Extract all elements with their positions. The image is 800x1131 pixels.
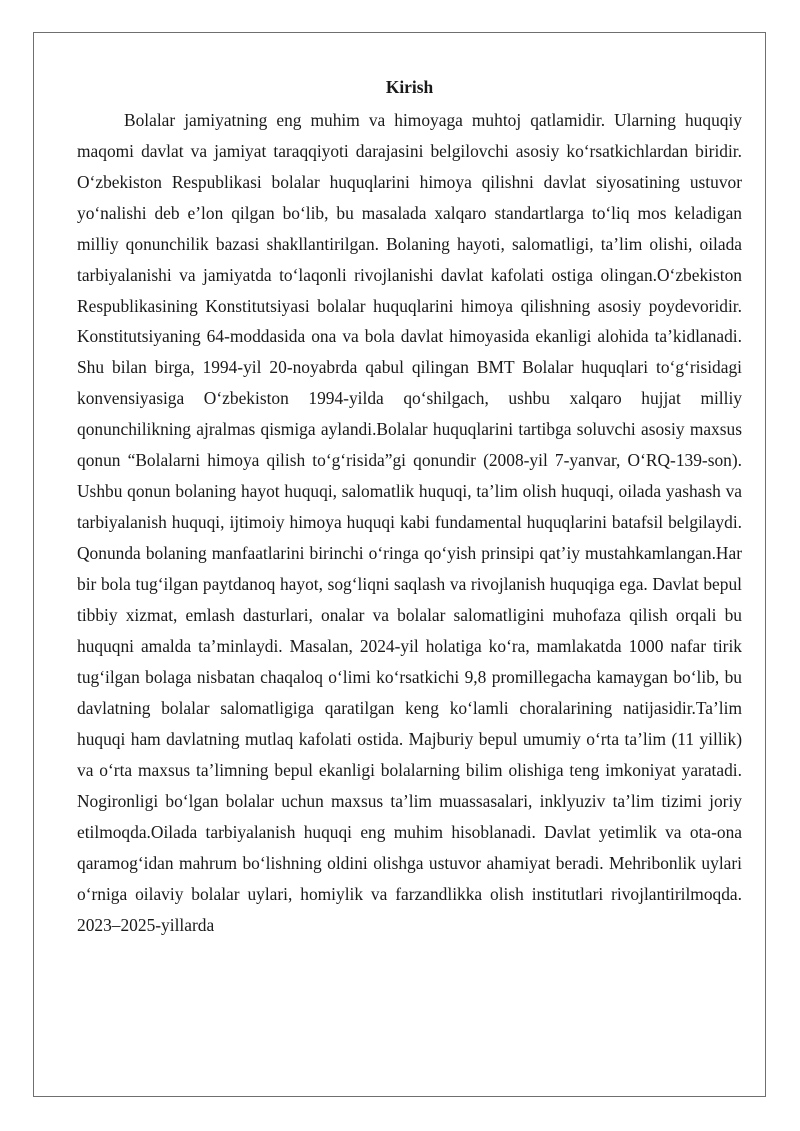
document-paragraph: Bolalar jamiyatning eng muhim va himoyaga muhtoj qatlamidir. Ularning huquqiy maqomi davlat va jamiyat taraqqiyoti darajasini belgilovchi asosiy koʻrsatkichlardan biridir. Oʻzbekiston Respublikasi bolalar huquqlarini himoya qilishni davlat siyosatining ustuvor yoʻnalishi deb eʼlon qilgan boʻlib, bu masalada xalqaro standartlarga toʻliq mos keladigan milliy qonunchilik bazasi shakllantirilgan. Bolaning hayoti, salomatligi, taʼlim olishi, oilada tarbiyalanishi va jamiyatda toʻlaqonli rivojlanishi davlat kafolati ostiga olingan.Oʻzbekiston Respublikasining Konstitutsiyasi bolalar huquqlarini himoya qilishning asosiy poydevoridir. Konstitutsiyaning 64-moddasida ona va bola davlat himoyasida ekanligi alohida taʼkidlanadi. Shu bilan birga, 1994-yil 20-noyabrda qabul qilingan BMT Bolalar huquqlari toʻgʻrisidagi konvensiyasiga Oʻzbekiston 1994-yilda qoʻshilgach, ushbu xalqaro hujjat milliy qonunchilikning ajralmas qismiga aylandi.Bolalar huquqlarini tartibga soluvchi asosiy maxsus qonun “Bolalarni himoya qilish toʻgʻrisida”gi qonundir (2008-yil 7-yanvar, OʻRQ-139-son). Ushbu qonun bolaning hayot huquqi, salomatlik huquqi, taʼlim olish huquqi, oilada yashash va tarbiyalanish huquqi, ijtimoiy himoya huquqi kabi fundamental huquqlarini batafsil belgilaydi. Qonunda bolaning manfaatlarini birinchi oʻringa qoʻyish prinsipi qatʼiy mustahkamlangan.Har bir bola tugʻilgan paytdanoq hayot, sogʻliqni saqlash va rivojlanish huquqiga ega. Davlat bepul tibbiy xizmat, emlash dasturlari, onalar va bolalar salomatligini muhofaza qilish orqali bu huquqni amalda taʼminlaydi. Masalan, 2024-yil holatiga koʻra, mamlakatda 1000 nafar tirik tugʻilgan bolaga nisbatan chaqaloq oʻlimi koʻrsatkichi 9,8 promillegacha kamaygan boʻlib, bu davlatning bolalar salomatligiga qaratilgan keng koʻlamli choralarining natijasidir.Taʼlim huquqi ham davlatning mutlaq kafolati ostida. Majburiy bepul umumiy oʻrta taʼlim (11 yillik) va oʻrta maxsus taʼlimning bepul ekanligi bolalarning bilim olishiga teng imkoniyat yaratadi. Nogironligi boʻlgan bolalar uchun maxsus taʼlim muassasalari, inklyuziv taʼlim tizimi joriy etilmoqda.Oilada tarbiyalanish huquqi eng muhim hisoblanadi. Davlat yetimlik va ota-ona qaramogʻidan mahrum boʻlishning oldini olishga ustuvor ahamiyat beradi. Mehribonlik uylari oʻrniga oilaviy bolalar uylari, homiylik va farzandlikka olish institutlari rivojlantirilmoqda. 2023–2025-yillarda bbox=[77, 109, 742, 935]
document-title: Kirish bbox=[385, 77, 434, 97]
document-content bbox=[77, 72, 742, 941]
